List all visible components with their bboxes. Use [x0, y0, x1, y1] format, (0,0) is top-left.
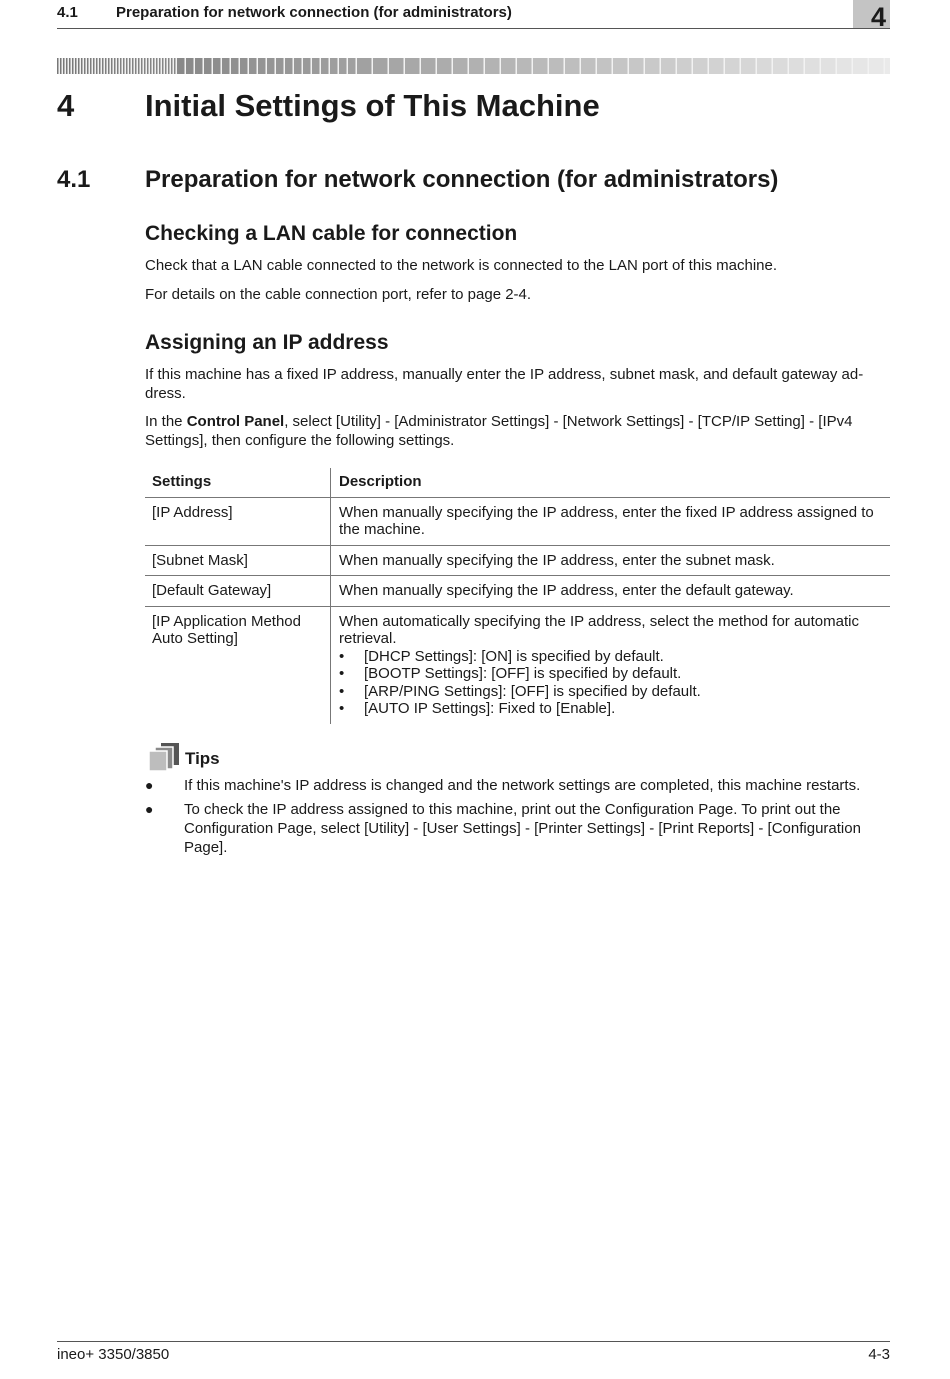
auto-setting-bullets	[339, 648, 883, 718]
tips-label: Tips	[185, 749, 220, 768]
table-header-settings: Settings	[145, 468, 331, 497]
list-item: • [AUTO IP Settings]: Fixed to [Enable].	[339, 700, 883, 718]
table-cell-description	[331, 607, 890, 724]
ip-p2-suffix: , select [Utility] - [Administrator Settings] - [Network Settings] - [TCP/IP Setting] - [IPv4 Settings], then configure the following settings.	[145, 413, 853, 449]
chapter-number: 4	[57, 88, 75, 123]
list-item	[145, 800, 890, 857]
ip-paragraph-2	[145, 412, 890, 450]
ip-p2-prefix: In the	[145, 413, 187, 430]
list-item: • [DHCP Settings]: [ON] is specified by default.	[339, 648, 883, 666]
table-cell-description: When manually specifying the IP address, enter the default gateway.	[339, 582, 794, 599]
section-title: Preparation for network connection (for administrators)	[145, 166, 779, 193]
table-cell-setting: [Default Gateway]	[145, 576, 331, 606]
table-cell-setting: [IP Application Method Auto Setting]	[145, 607, 331, 724]
bullet-dot-icon: ●	[145, 801, 154, 817]
table-cell-description: When manually specifying the IP address, enter the fixed IP address assigned to the machine.	[339, 503, 874, 538]
tip-text: To check the IP address assigned to this machine, print out the Configuration Page. To print out the Configuration Page, select [Utility] - [User Settings] - [Printer Settings] - [Print Reports] - [Configuration Page].	[184, 801, 861, 856]
lan-paragraph-1: Check that a LAN cable connected to the network is connected to the LAN port of this machine.	[145, 257, 778, 274]
decorative-band	[57, 58, 890, 74]
table-cell-setting: [Subnet Mask]	[145, 546, 331, 576]
table-row	[145, 498, 890, 546]
list-item	[145, 776, 890, 795]
table-cell-description: When manually specifying the IP address, enter the subnet mask.	[339, 551, 775, 569]
lan-heading: Checking a LAN cable for connection	[145, 222, 518, 245]
tips-pages-icon	[147, 741, 183, 773]
table-row	[145, 576, 890, 607]
table-row	[145, 607, 890, 724]
table-cell-description-text: When automatically specifying the IP address, select the method for automatic retrieval.	[339, 612, 859, 647]
header-section-title: Preparation for network connection (for administrators)	[116, 4, 512, 21]
table-header-description: Description	[339, 473, 422, 490]
ip-paragraph-1: If this machine has a fixed IP address, manually enter the IP address, subnet mask, and default gateway ad-dress.	[145, 366, 864, 402]
table-row	[145, 546, 890, 577]
lan-paragraph-2: For details on the cable connection port, refer to page 2-4.	[145, 286, 532, 303]
list-item: • [BOOTP Settings]: [OFF] is specified by default.	[339, 665, 883, 683]
table-cell-setting: [IP Address]	[145, 498, 331, 545]
settings-table	[145, 468, 890, 724]
tips-list	[145, 776, 890, 862]
list-item: • [ARP/PING Settings]: [OFF] is specified by default.	[339, 683, 883, 701]
tip-text: If this machine's IP address is changed and the network settings are completed, this machine restarts.	[184, 777, 861, 794]
bullet-dot-icon: ●	[145, 777, 154, 793]
control-panel-term: Control Panel	[186, 413, 285, 430]
table-header-row	[145, 468, 890, 498]
chapter-tab-number: 4	[870, 2, 886, 32]
footer-page-number: 4-3	[868, 1346, 890, 1363]
header-rule	[57, 28, 890, 29]
footer-rule	[57, 1341, 890, 1342]
chapter-title: Initial Settings of This Machine	[145, 88, 600, 123]
section-number: 4.1	[57, 166, 91, 193]
footer-model: ineo+ 3350/3850	[57, 1346, 170, 1363]
header-section-number: 4.1	[57, 4, 78, 21]
ip-heading: Assigning an IP address	[145, 331, 389, 354]
